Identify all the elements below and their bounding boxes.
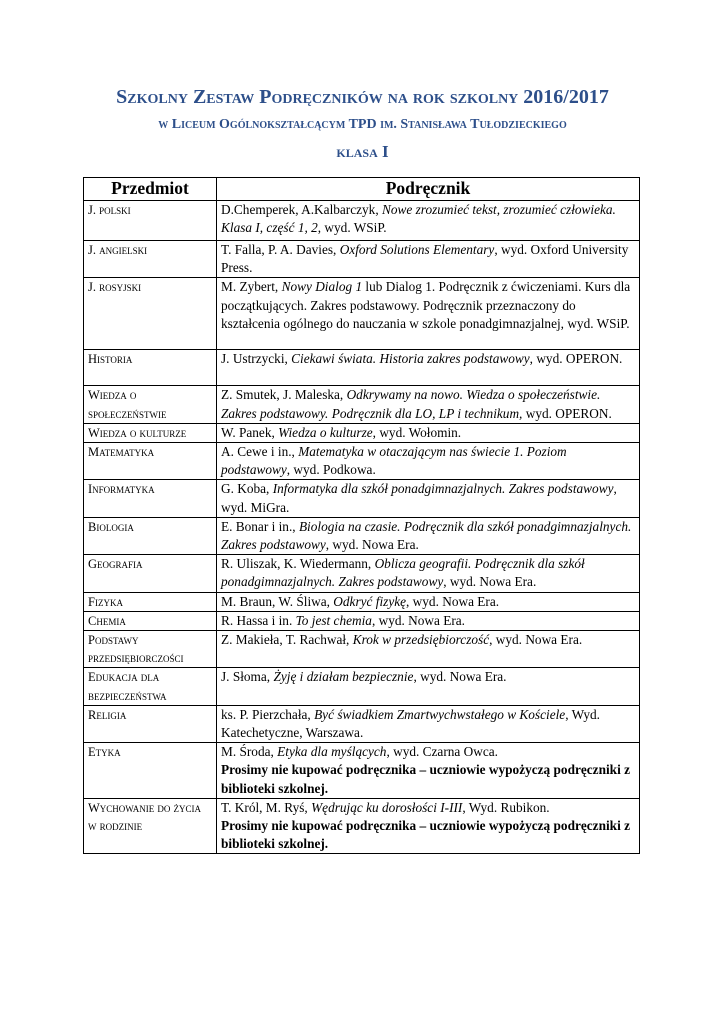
textbook-cell [217,443,640,480]
textbook-authors: A. Cewe i in., [221,444,299,460]
textbook-cell [217,631,640,668]
textbook-publisher: wyd. OPERON. [522,405,612,421]
textbook-authors: M. Środa, [221,744,278,760]
subject-cell: Wychowanie do życia w rodzinie [84,798,217,854]
table-body [84,201,640,854]
textbook-cell [217,592,640,611]
textbook-title: To jest chemia [295,612,372,628]
textbook-title: Krok w przedsiębiorczość [352,632,490,648]
textbook-publisher: , wyd. Wołomin. [372,424,462,440]
textbook-cell [217,555,640,592]
textbook-authors: J. Słoma, [221,669,274,685]
textbook-publisher: , wyd. WSiP. [317,220,387,236]
textbook-authors: M. Zybert, [221,279,282,295]
class-label: klasa I [336,142,389,161]
table-row [84,798,640,854]
textbook-title: Wiedza o kulturze [278,424,373,440]
subject-cell: Historia [84,350,217,386]
table-row [84,278,640,350]
textbook-publisher: , wyd. OPERON. [529,351,623,367]
textbook-title: Nowe zrozumieć tekst, zrozumieć człowieka. Klasa I, część 1, 2 [221,202,616,236]
textbook-authors: R. Uliszak, K. Wiedermann, [221,556,375,572]
textbook-publisher: , wyd. Nowa Era. [443,574,537,590]
textbook-publisher: , wyd. Nowa Era. [325,537,419,553]
textbook-title: Matematyka w otaczającym nas świecie 1. Poziom podstawowy [221,444,567,478]
textbook-authors: G. Koba, [221,481,273,497]
textbook-cell [217,611,640,630]
textbook-cell [217,798,640,854]
textbook-authors: Z. Smutek, J. Maleska, [221,387,347,403]
textbook-cell [217,743,640,799]
textbook-publisher: , wyd. MiGra. [221,481,617,515]
textbook-cell [217,423,640,442]
table-row [84,517,640,554]
school-subtitle: w Liceum Ogólnokształcącym TPD im. Stanisława Tułodzieckiego [158,117,567,132]
textbook-publisher: , Wyd. Katechetyczne, Warszawa. [221,706,600,741]
column-header-subject: Przedmiot [84,178,217,201]
textbook-authors: W. Panek, [221,424,279,440]
textbook-table [83,177,640,854]
table-row [84,386,640,423]
subject-cell: Chemia [84,611,217,630]
textbook-title: Wędrując ku dorosłości I-III [311,799,463,815]
subject-cell: Wiedza o kulturze [84,423,217,442]
textbook-title: Odkrywamy na nowo. Wiedza o społeczeństwie. Zakres podstawowy. Podręcznik dla LO, LP i technikum, [221,387,601,421]
textbook-publisher: , Wyd. Rubikon. [462,799,550,815]
subject-cell: Matematyka [84,443,217,480]
table-row [84,592,640,611]
table-row [84,350,640,386]
table-row [84,555,640,592]
textbook-publisher: , wyd. Podkowa. [286,462,376,478]
column-header-textbook: Podręcznik [217,178,640,201]
textbook-publisher: , wyd. Nowa Era. [406,593,500,609]
textbook-publisher: lub Dialog 1. Podręcznik z ćwiczeniami. Kurs dla początkujących. Zakres podstawowy. Podręcznik przeznaczony do kształcenia ogólnego do nauczania w szkole ponadgimnazjalnej, wyd. WSiP. [221,279,631,331]
textbook-cell [217,517,640,554]
subject-cell: J. polski [84,201,217,241]
textbook-authors: ks. P. Pierzchała, [221,706,315,722]
textbook-authors: T. Król, M. Ryś, [221,799,312,815]
textbook-authors: E. Bonar i in., [221,518,299,534]
textbook-authors: J. Ustrzycki, [221,351,292,367]
subject-cell: Etyka [84,743,217,799]
textbook-cell [217,386,640,423]
table-row [84,611,640,630]
table-row [84,705,640,742]
page-title: Szkolny Zestaw Podręczników na rok szkolny 2016/2017 [116,86,609,108]
textbook-cell [217,350,640,386]
subject-cell: Wiedza o społeczeństwie [84,386,217,423]
textbook-title: Biologia na czasie. Podręcznik dla szkół ponadgimnazjalnych. Zakres podstawowy [221,518,632,553]
textbook-title: Być świadkiem Zmartwychwstałego w Kościele [314,706,566,722]
table-row [84,201,640,241]
subject-cell: Biologia [84,517,217,554]
textbook-authors: M. Braun, W. Śliwa, [221,593,334,609]
textbook-authors: T. Falla, P. A. Davies, [221,242,340,257]
textbook-cell [217,278,640,350]
subject-cell: Fizyka [84,592,217,611]
subject-cell: Informatyka [84,480,217,517]
textbook-title: Informatyka dla szkół ponadgimnazjalnych. Zakres podstawowy [272,481,614,497]
textbook-title: Oxford Solutions Elementary [339,242,495,257]
textbook-publisher: , wyd. Nowa Era. [489,632,583,648]
table-header-row [84,178,640,201]
textbook-authors: D.Chemperek, A.Kalbarczyk, [221,202,382,217]
library-note: Prosimy nie kupować podręcznika – uczniowie wypożyczą podręczniki z biblioteki szkolnej. [221,762,630,796]
textbook-publisher: , wyd. Nowa Era. [413,669,507,685]
table-row [84,423,640,442]
subject-cell: J. angielski [84,241,217,278]
subject-cell: Religia [84,705,217,742]
subject-cell: Edukacja dla bezpieczeństwa [84,668,217,705]
textbook-publisher: , wyd. Czarna Owca. [386,744,498,760]
textbook-title: Odkryć fizykę [333,593,407,609]
textbook-authors: R. Hassa i in. [221,612,296,628]
textbook-cell [217,201,640,241]
textbook-publisher: , wyd. Nowa Era. [371,612,466,628]
textbook-title: Etyka dla myślących [277,744,387,760]
table-row [84,668,640,705]
textbook-cell [217,480,640,517]
table-row [84,743,640,799]
textbook-title: Nowy Dialog 1 [281,279,363,295]
table-row [84,241,640,278]
textbook-authors: Z. Makieła, T. Rachwał, [221,632,353,648]
textbook-cell [217,241,640,278]
textbook-publisher: , wyd. Oxford University Press. [221,242,629,276]
library-note: Prosimy nie kupować podręcznika – uczniowie wypożyczą podręczniki z biblioteki szkolnej. [221,818,630,852]
subject-cell: Podstawy przedsiębiorczości [84,631,217,668]
table-row [84,443,640,480]
textbook-title: Żyję i działam bezpiecznie [273,669,414,685]
textbook-cell [217,668,640,705]
subject-cell: Geografia [84,555,217,592]
textbook-title: Oblicza geografii. Podręcznik dla szkół ponadgimnazjalnych. Zakres podstawowy [221,556,585,590]
table-row [84,631,640,668]
textbook-cell [217,705,640,742]
textbook-title: Ciekawi świata. Historia zakres podstawowy [291,351,530,367]
table-row [84,480,640,517]
subject-cell: J. rosyjski [84,278,217,350]
